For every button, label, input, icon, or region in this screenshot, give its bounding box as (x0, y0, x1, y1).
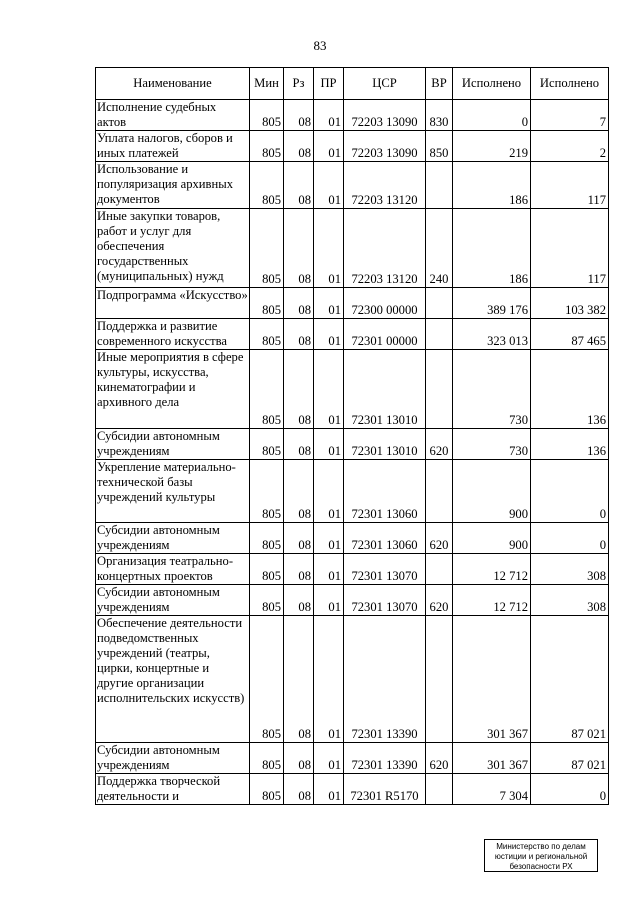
table-cell-rz: 08 (284, 616, 314, 743)
table-cell-vr: 240 (426, 209, 453, 288)
table-cell-vr (426, 162, 453, 209)
header-executed-1: Исполнено (453, 68, 531, 100)
table-cell-name: Поддержка творческой деятельности и (96, 774, 250, 805)
table-cell-csr: 72301 13060 (344, 523, 426, 554)
table-cell-csr: 72301 13390 (344, 616, 426, 743)
table-cell-vr: 620 (426, 585, 453, 616)
table-cell-pr: 01 (314, 350, 344, 429)
table-cell-executed-2: 0 (531, 460, 609, 523)
budget-table (95, 67, 609, 805)
table-cell-min: 805 (250, 743, 284, 774)
table-cell-executed-2: 117 (531, 162, 609, 209)
table-cell-rz: 08 (284, 460, 314, 523)
page-number: 83 (313, 38, 327, 53)
table-cell-min: 805 (250, 162, 284, 209)
table-cell-executed-1: 7 304 (453, 774, 531, 805)
table-row (96, 429, 609, 460)
table-cell-pr: 01 (314, 429, 344, 460)
table-cell-executed-2: 87 465 (531, 319, 609, 350)
table-cell-vr: 620 (426, 429, 453, 460)
table-cell-pr: 01 (314, 743, 344, 774)
table-cell-pr: 01 (314, 774, 344, 805)
table-row (96, 131, 609, 162)
table-cell-csr: 72203 13120 (344, 162, 426, 209)
table-cell-name: Организация театрально-концертных проектов (96, 554, 250, 585)
table-cell-vr (426, 288, 453, 319)
table-cell-executed-1: 186 (453, 209, 531, 288)
table-cell-vr: 620 (426, 743, 453, 774)
table-row (96, 616, 609, 743)
table-cell-name: Поддержка и развитие современного искусства (96, 319, 250, 350)
table-cell-name: Исполнение судебных актов (96, 100, 250, 131)
table-header-row (96, 68, 609, 100)
table-cell-pr: 01 (314, 162, 344, 209)
table-cell-pr: 01 (314, 288, 344, 319)
header-executed-2: Исполнено (531, 68, 609, 100)
table-cell-min: 805 (250, 209, 284, 288)
table-cell-executed-2: 7 (531, 100, 609, 131)
table-cell-min: 805 (250, 100, 284, 131)
table-cell-min: 805 (250, 616, 284, 743)
table-cell-csr: 72301 13010 (344, 429, 426, 460)
table-cell-min: 805 (250, 585, 284, 616)
table-cell-csr: 72301 13390 (344, 743, 426, 774)
table-cell-rz: 08 (284, 131, 314, 162)
table-row (96, 460, 609, 523)
table-cell-pr: 01 (314, 554, 344, 585)
table-cell-name: Обеспечение деятельности подведомственных учреждений (театры, цирки, концертные и другие организации исполнительских искусств) (96, 616, 250, 743)
table-cell-csr: 72300 00000 (344, 288, 426, 319)
stamp-line: безопасности РХ (509, 862, 573, 871)
table-cell-executed-2: 117 (531, 209, 609, 288)
table-cell-executed-1: 323 013 (453, 319, 531, 350)
table-cell-csr: 72203 13090 (344, 131, 426, 162)
table-cell-min: 805 (250, 131, 284, 162)
table-row (96, 209, 609, 288)
table-cell-vr (426, 774, 453, 805)
header-csr: ЦСР (344, 68, 426, 100)
table-cell-rz: 08 (284, 585, 314, 616)
table-cell-pr: 01 (314, 319, 344, 350)
table-cell-executed-2: 2 (531, 131, 609, 162)
header-min: Мин (250, 68, 284, 100)
table-cell-csr: 72203 13090 (344, 100, 426, 131)
table-cell-rz: 08 (284, 429, 314, 460)
table-cell-min: 805 (250, 429, 284, 460)
table-cell-rz: 08 (284, 743, 314, 774)
table-cell-vr (426, 350, 453, 429)
table-cell-rz: 08 (284, 100, 314, 131)
table-cell-csr: 72301 13070 (344, 585, 426, 616)
table-cell-executed-1: 186 (453, 162, 531, 209)
stamp-line: юстиции и региональной (494, 852, 588, 861)
table-row (96, 554, 609, 585)
table-cell-executed-2: 87 021 (531, 616, 609, 743)
table-cell-rz: 08 (284, 209, 314, 288)
table-cell-pr: 01 (314, 585, 344, 616)
table-cell-min: 805 (250, 460, 284, 523)
table-cell-name: Субсидии автономным учреждениям (96, 743, 250, 774)
table-cell-executed-1: 900 (453, 460, 531, 523)
table-cell-vr: 620 (426, 523, 453, 554)
table-row (96, 319, 609, 350)
table-row (96, 350, 609, 429)
stamp-line: Министерство по делам (496, 842, 586, 851)
registration-stamp (484, 839, 598, 872)
table-cell-executed-2: 136 (531, 350, 609, 429)
table-cell-min: 805 (250, 554, 284, 585)
table-cell-csr: 72301 R5170 (344, 774, 426, 805)
table-cell-executed-1: 900 (453, 523, 531, 554)
table-cell-name: Субсидии автономным учреждениям (96, 585, 250, 616)
table-cell-executed-2: 136 (531, 429, 609, 460)
table-cell-executed-1: 730 (453, 429, 531, 460)
table-cell-min: 805 (250, 774, 284, 805)
table-cell-executed-1: 12 712 (453, 554, 531, 585)
table-cell-pr: 01 (314, 131, 344, 162)
table-cell-pr: 01 (314, 100, 344, 131)
table-cell-pr: 01 (314, 460, 344, 523)
table-cell-name: Укрепление материально-технической базы учреждений культуры (96, 460, 250, 523)
table-cell-rz: 08 (284, 350, 314, 429)
table-cell-min: 805 (250, 319, 284, 350)
table-cell-pr: 01 (314, 209, 344, 288)
header-rz: Рз (284, 68, 314, 100)
header-vr: ВР (426, 68, 453, 100)
table-row (96, 743, 609, 774)
table-cell-executed-2: 308 (531, 554, 609, 585)
table-cell-executed-2: 87 021 (531, 743, 609, 774)
table-cell-name: Уплата налогов, сборов и иных платежей (96, 131, 250, 162)
table-cell-executed-1: 301 367 (453, 743, 531, 774)
table-cell-executed-1: 219 (453, 131, 531, 162)
table-row (96, 288, 609, 319)
table-row (96, 523, 609, 554)
table-cell-csr: 72301 13010 (344, 350, 426, 429)
table-cell-name: Иные закупки товаров, работ и услуг для обеспечения государственных (муниципальных) нужд (96, 209, 250, 288)
table-cell-executed-1: 730 (453, 350, 531, 429)
table-cell-name: Субсидии автономным учреждениям (96, 429, 250, 460)
table-cell-name: Подпрограмма «Искусство» (96, 288, 250, 319)
table-cell-vr (426, 319, 453, 350)
table-cell-min: 805 (250, 523, 284, 554)
table-cell-csr: 72203 13120 (344, 209, 426, 288)
table-cell-executed-2: 0 (531, 523, 609, 554)
table-cell-csr: 72301 13070 (344, 554, 426, 585)
table-cell-csr: 72301 00000 (344, 319, 426, 350)
header-name: Наименование (96, 68, 250, 100)
table-cell-min: 805 (250, 288, 284, 319)
table-cell-vr (426, 616, 453, 743)
table-cell-executed-1: 12 712 (453, 585, 531, 616)
table-cell-rz: 08 (284, 554, 314, 585)
table-cell-min: 805 (250, 350, 284, 429)
table-cell-executed-2: 308 (531, 585, 609, 616)
table-row (96, 162, 609, 209)
table-cell-rz: 08 (284, 774, 314, 805)
table-cell-rz: 08 (284, 319, 314, 350)
table-row (96, 585, 609, 616)
table-cell-vr (426, 460, 453, 523)
table-cell-vr: 830 (426, 100, 453, 131)
table-cell-executed-1: 389 176 (453, 288, 531, 319)
table-row (96, 774, 609, 805)
table-cell-rz: 08 (284, 162, 314, 209)
table-cell-vr (426, 554, 453, 585)
table-cell-rz: 08 (284, 523, 314, 554)
table-cell-name: Использование и популяризация архивных документов (96, 162, 250, 209)
table-cell-rz: 08 (284, 288, 314, 319)
table-cell-name: Субсидии автономным учреждениям (96, 523, 250, 554)
table-cell-executed-1: 0 (453, 100, 531, 131)
table-cell-executed-1: 301 367 (453, 616, 531, 743)
table-cell-pr: 01 (314, 523, 344, 554)
table-cell-pr: 01 (314, 616, 344, 743)
table-cell-vr: 850 (426, 131, 453, 162)
table-cell-executed-2: 0 (531, 774, 609, 805)
table-cell-executed-2: 103 382 (531, 288, 609, 319)
table-row (96, 100, 609, 131)
table-cell-csr: 72301 13060 (344, 460, 426, 523)
header-pr: ПР (314, 68, 344, 100)
table-cell-name: Иные мероприятия в сфере культуры, искусства, кинематографии и архивного дела (96, 350, 250, 429)
